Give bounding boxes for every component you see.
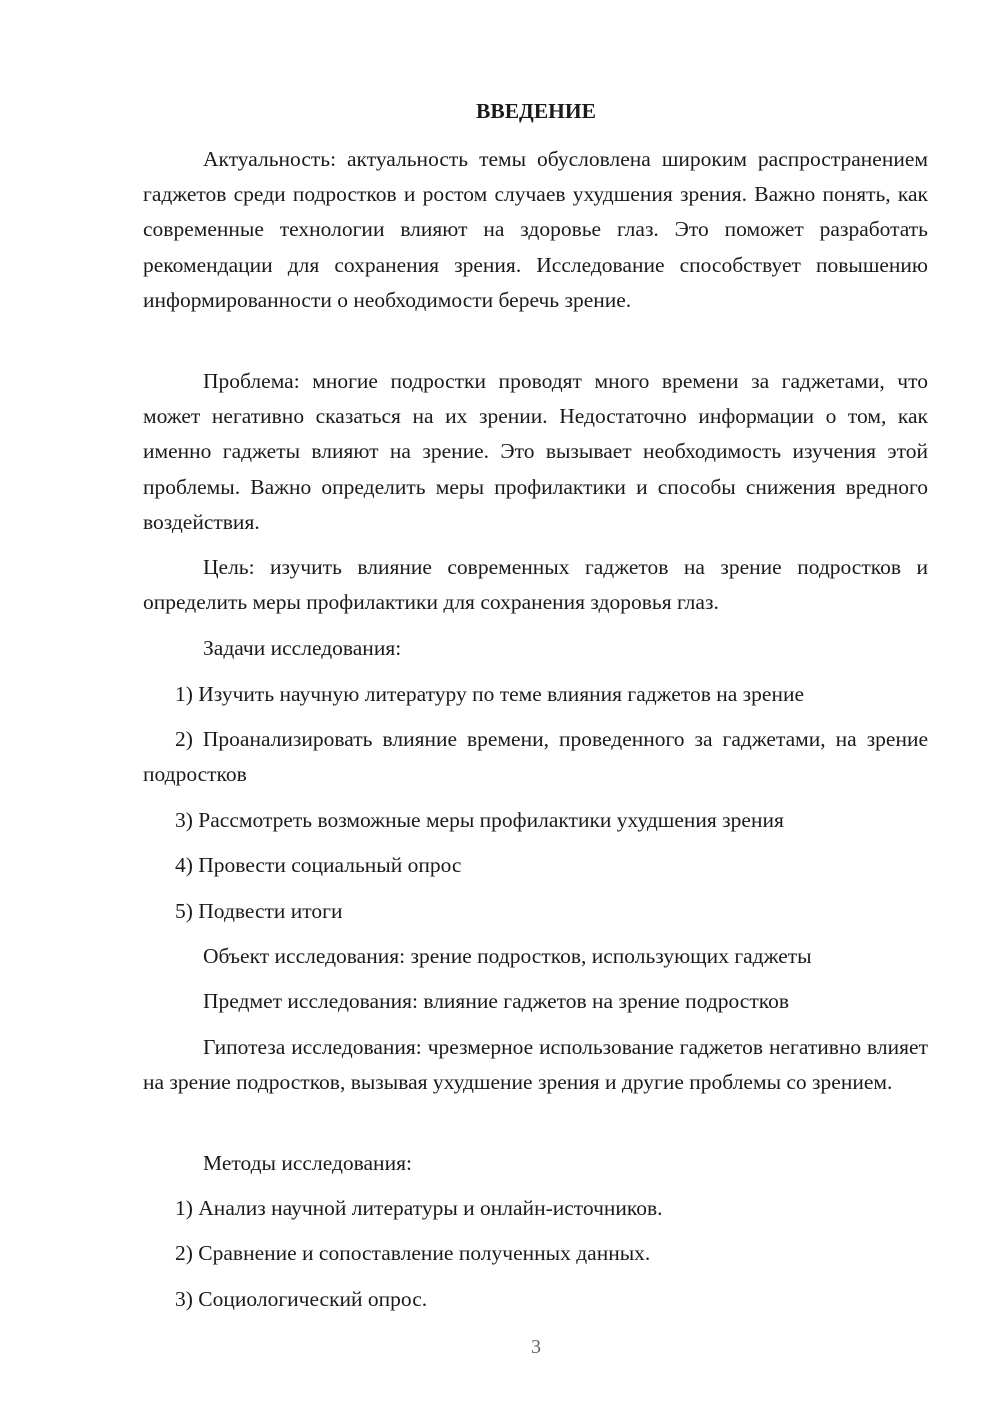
task-item-5: 5) Подвести итоги (175, 899, 343, 923)
task-item-1: 1) Изучить научную литературу по теме влияния гаджетов на зрение (175, 682, 805, 706)
subject-paragraph: Предмет исследования: влияние гаджетов на зрение подростков (203, 989, 789, 1013)
task-item-3: 3) Рассмотреть возможные меры профилактики ухудшения зрения (175, 808, 784, 832)
relevance-paragraph: Актуальность: актуальность темы обусловлена широким распространением гаджетов среди подростков и ростом случаев ухудшения зрения. Важно понять, как современные технологии влияют на здоровье глаз. Это поможет разработать рекомендации для сохранения зрения. Исследование способствует повышению информированности о необходимости беречь зрение. (143, 147, 928, 312)
task-item-4: 4) Провести социальный опрос (175, 853, 462, 877)
methods-heading: Методы исследования: (203, 1151, 412, 1175)
goal-paragraph: Цель: изучить влияние современных гаджетов на зрение подростков и определить меры профилактики для сохранения здоровья глаз. (143, 555, 928, 615)
task-item-2: 2) Проанализировать влияние времени, проведенного за гаджетами, на зрение подростков (143, 727, 928, 787)
problem-paragraph: Проблема: многие подростки проводят много времени за гаджетами, что может негативно сказаться на их зрении. Недостаточно информации о том, как именно гаджеты влияют на зрение. Это вызывает необходимость изучения этой проблемы. Важно определить меры профилактики и способы снижения вредного воздействия. (143, 369, 928, 534)
method-item-1: 1) Анализ научной литературы и онлайн-источников. (175, 1196, 663, 1220)
method-item-3: 3) Социологический опрос. (175, 1287, 428, 1311)
section-title: ВВЕДЕНИЕ (476, 99, 596, 123)
page-number: 3 (531, 1336, 541, 1358)
tasks-heading: Задачи исследования: (203, 636, 402, 660)
object-paragraph: Объект исследования: зрение подростков, использующих гаджеты (203, 944, 812, 968)
method-item-2: 2) Сравнение и сопоставление полученных данных. (175, 1241, 651, 1265)
hypothesis-paragraph: Гипотеза исследования: чрезмерное использование гаджетов негативно влияет на зрение подростков, вызывая ухудшение зрения и другие проблемы со зрением. (143, 1035, 928, 1095)
